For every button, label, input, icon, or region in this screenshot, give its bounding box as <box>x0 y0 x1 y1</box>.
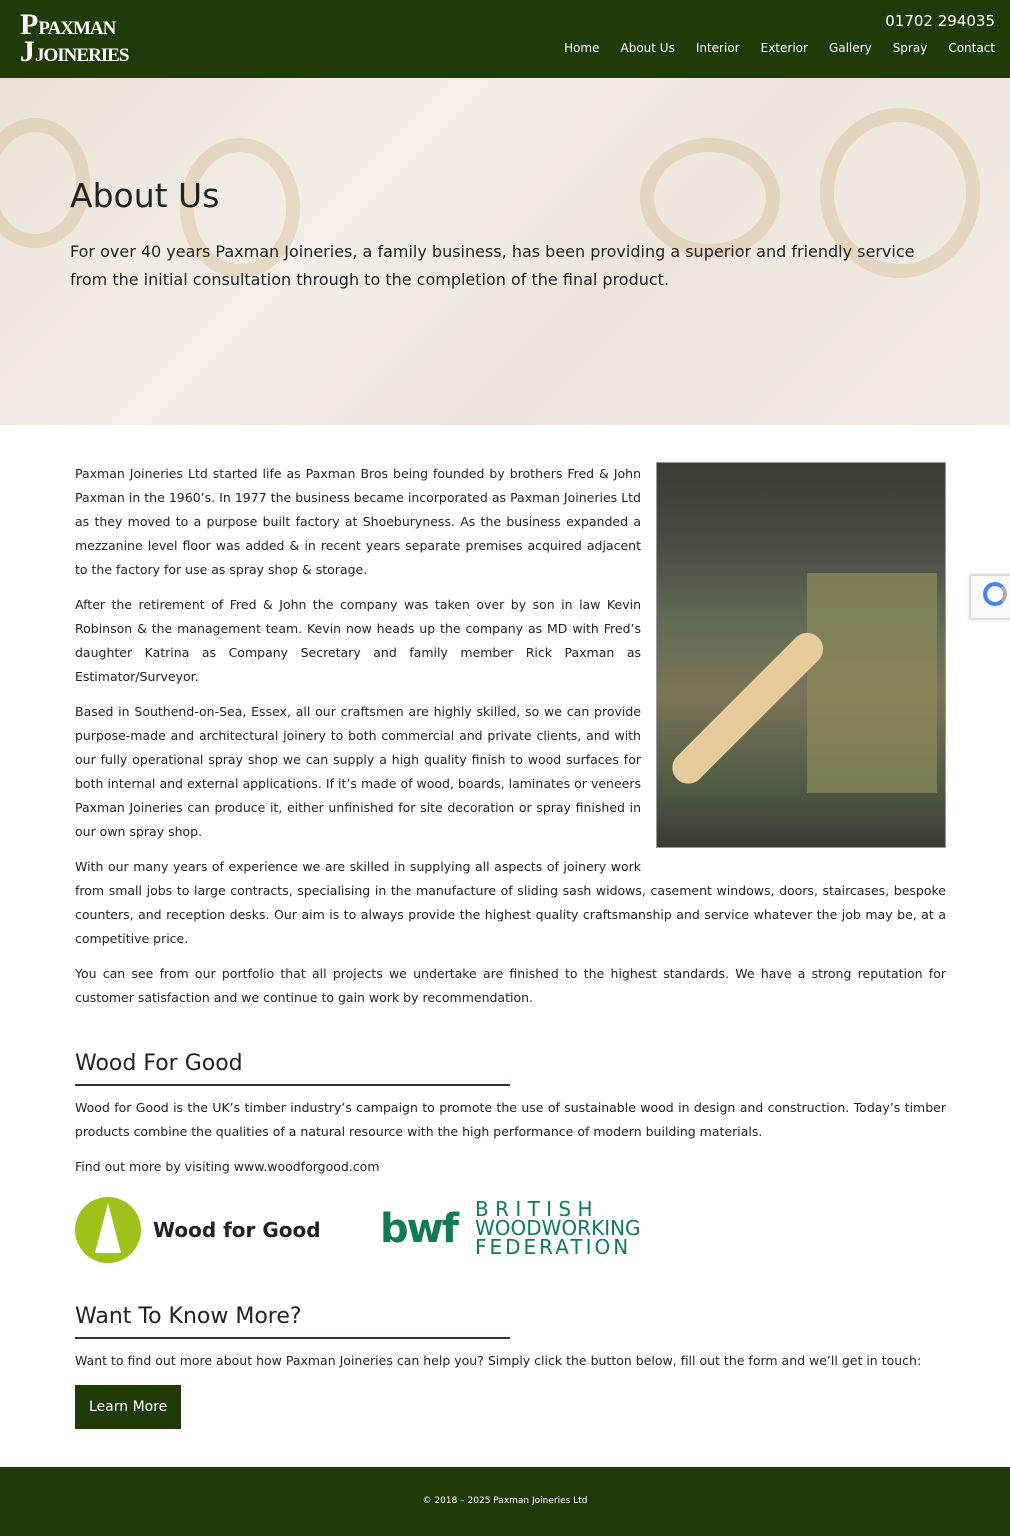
bwf-line: B R I T I S H <box>475 1197 593 1221</box>
logo-line1: PAXMAN <box>38 18 116 39</box>
copyright: © 2018 – 2025 Paxman Joineries Ltd <box>422 1496 588 1506</box>
phone-number[interactable]: 01702 294035 <box>885 12 995 30</box>
nav-contact[interactable]: Contact <box>948 41 995 55</box>
paragraph: You can see from our portfolio that all projects we undertake are finished to the highest standards. We have a strong reputation for customer satisfaction and we continue to gain work by recommendation. <box>75 966 946 1005</box>
paragraph: Want to find out more about how Paxman Joineries can help you? Simply click the button below, fill out the form and we’ll get in touch: <box>75 1353 922 1368</box>
logo[interactable] <box>20 8 129 68</box>
logo-p: P <box>20 8 39 41</box>
nav-spray[interactable]: Spray <box>892 41 928 55</box>
bwf-logo[interactable] <box>380 1197 641 1259</box>
bwf-line: FEDERATION <box>475 1235 632 1259</box>
page-title: About Us <box>70 176 220 215</box>
paragraph: After the retirement of Fred & John the company was taken over by son in law Kevin Robinson & the management team. Kevin now heads up the company as MD with Fred’s daughter Katrina as Company Secretary and family member Rick Paxman as Estimator/Surveyor. <box>75 597 641 684</box>
main-nav <box>564 41 995 55</box>
wood-for-good-section <box>75 1052 946 1179</box>
recaptcha-badge[interactable] <box>970 575 1010 619</box>
recaptcha-icon <box>983 582 1007 606</box>
logo-j: J <box>20 35 35 68</box>
know-more-section <box>75 1305 946 1429</box>
nav-gallery[interactable]: Gallery <box>828 41 872 55</box>
footer <box>0 1467 1010 1536</box>
nav-home[interactable]: Home <box>564 41 600 55</box>
logo-text: Wood for Good <box>153 1218 321 1242</box>
hero-text: For over 40 years Paxman Joineries, a family business, has been providing a superior and friendly service from the initial consultation through to the completion of the final product. <box>70 242 915 289</box>
woodforgood-link[interactable]: Find out more by visiting www.woodforgood.com <box>75 1159 380 1174</box>
nav-about-us[interactable]: About Us <box>620 41 675 55</box>
bwf-mark: bwf <box>380 1205 457 1252</box>
workshop-staircase-photo <box>656 462 946 848</box>
divider <box>75 1084 510 1086</box>
wood-for-good-logo[interactable] <box>75 1197 321 1263</box>
about-content <box>75 462 946 1021</box>
paragraph: Wood for Good is the UK’s timber industry’s campaign to promote the use of sustainable wood in design and construction. Today’s timber products combine the qualities of a natural resource with the high performance of modern building materials. <box>75 1100 946 1139</box>
divider <box>75 1337 510 1339</box>
paragraph: Paxman Joineries Ltd started life as Paxman Bros being founded by brothers Fred & John Paxman in the 1960’s. In 1977 the business became incorporated as Paxman Joineries Ltd as they moved to a purpose built factory at Shoeburyness. As the business expanded a mezzanine level floor was added & in recent years separate premises acquired adjacent to the factory for use as spray shop & storage. <box>75 466 641 577</box>
nav-exterior[interactable]: Exterior <box>760 41 808 55</box>
logo-line2: JOINERIES <box>35 45 129 66</box>
nav-interior[interactable]: Interior <box>695 41 740 55</box>
paragraph: Based in Southend-on-Sea, Essex, all our craftsmen are highly skilled, so we can provide purpose-made and architectural joinery to both commercial and private clients, and with our fully operational spray shop we can supply a high quality finish to wood surfaces for both internal and external applications. If it’s made of wood, boards, laminates or veneers Paxman Joineries can produce it, either unfinished for site decoration or spray finished in our own spray shop. <box>75 704 641 839</box>
tree-icon <box>75 1197 141 1263</box>
learn-more-button[interactable]: Learn More <box>75 1385 181 1429</box>
site-header <box>0 0 1010 78</box>
section-heading: Want To Know More? <box>75 1304 302 1329</box>
bwf-line: WOODWORKING <box>475 1216 641 1240</box>
paragraph: With our many years of experience we are skilled in supplying all aspects of joinery work from small jobs to large contracts, specialising in the manufacture of sliding sash widows, casement windows, doors, staircases, bespoke counters, and reception desks. Our aim is to always provide the highest quality craftsmanship and service whatever the job may be, at a competitive price. <box>75 859 946 946</box>
section-heading: Wood For Good <box>75 1051 243 1076</box>
hero-banner <box>0 78 1010 425</box>
